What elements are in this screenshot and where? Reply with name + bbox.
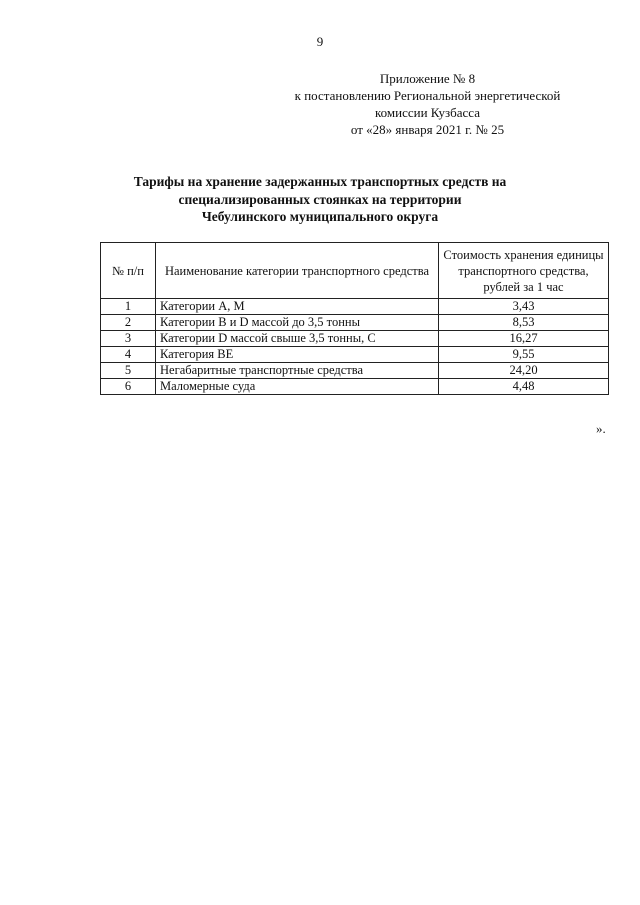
header-name: Наименование категории транспортного средства — [156, 243, 439, 299]
table-row — [101, 363, 609, 379]
row-cost: 4,48 — [439, 379, 609, 395]
header-num: № п/п — [101, 243, 156, 299]
table-row — [101, 299, 609, 315]
row-num: 6 — [101, 379, 156, 395]
row-name: Категории А, М — [156, 299, 439, 315]
appendix-block — [250, 70, 605, 138]
row-cost: 24,20 — [439, 363, 609, 379]
row-num: 5 — [101, 363, 156, 379]
appendix-line: Приложение № 8 — [379, 71, 476, 86]
row-name: Категория ВЕ — [156, 347, 439, 363]
row-num: 3 — [101, 331, 156, 347]
tariff-table — [100, 242, 609, 395]
appendix-line: к постановлению Региональной энергетической — [294, 88, 561, 103]
document-title — [100, 173, 540, 226]
table-row — [101, 315, 609, 331]
row-cost: 8,53 — [439, 315, 609, 331]
row-cost: 9,55 — [439, 347, 609, 363]
title-line: Тарифы на хранение задержанных транспортных средств на — [133, 174, 507, 189]
table-header-row — [101, 243, 609, 299]
appendix-line: комиссии Кузбасса — [375, 105, 480, 120]
row-num: 2 — [101, 315, 156, 331]
row-name: Категории D массой свыше 3,5 тонны, С — [156, 331, 439, 347]
row-cost: 16,27 — [439, 331, 609, 347]
row-cost: 3,43 — [439, 299, 609, 315]
title-line: специализированных стоянках на территории — [178, 191, 462, 207]
row-num: 4 — [101, 347, 156, 363]
title-line: Чебулинского муниципального округа — [201, 209, 439, 224]
closing-quote: ». — [596, 421, 606, 436]
row-name: Категории В и D массой до 3,5 тонны — [156, 315, 439, 331]
table-row — [101, 347, 609, 363]
row-name: Негабаритные транспортные средства — [156, 363, 439, 379]
header-cost: Стоимость хранения единицы транспортного средства, рублей за 1 час — [439, 243, 609, 299]
table-row — [101, 379, 609, 395]
row-num: 1 — [101, 299, 156, 315]
row-name: Маломерные суда — [156, 379, 439, 395]
appendix-line: от «28» января 2021 г. № 25 — [350, 122, 505, 137]
page-number: 9 — [316, 34, 324, 49]
table-row — [101, 331, 609, 347]
